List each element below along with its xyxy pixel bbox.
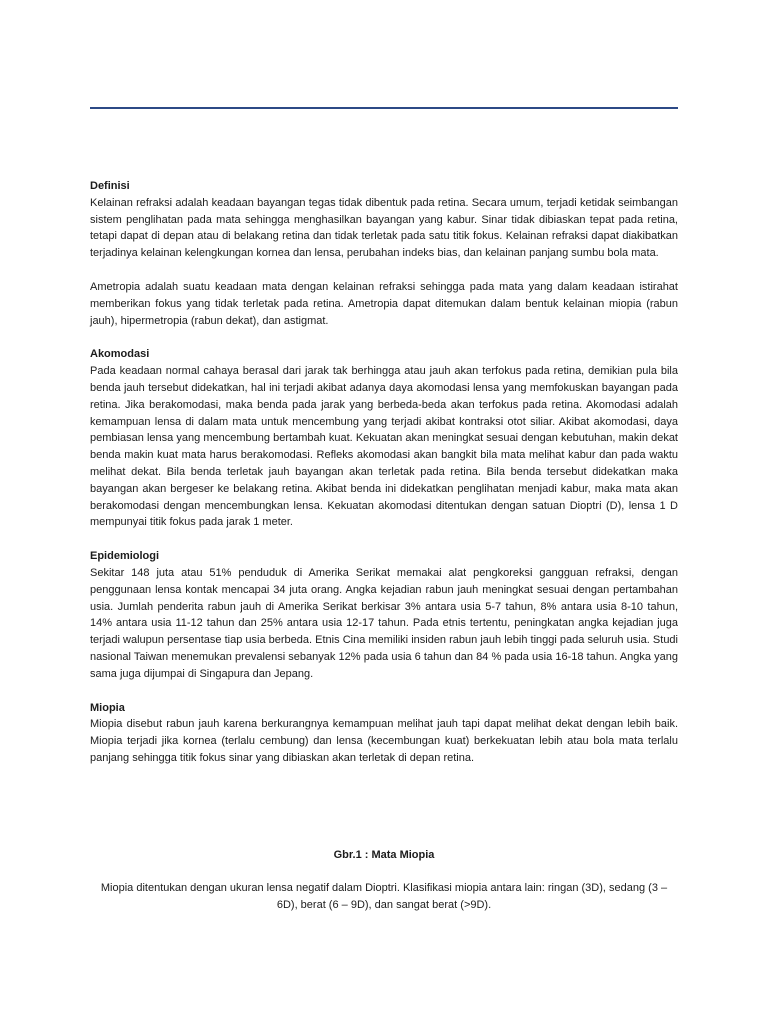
paragraph-definisi-2: Ametropia adalah suatu keadaan mata dengan kelainan refraksi sehingga pada mata yang dalam keadaan istirahat memberikan fokus yang tidak terletak pada retina. Ametropia dapat ditemukan dalam bentuk kelainan miopia (rabun jauh), hipermetropia (rabun dekat), dan astigmat. [90, 280, 678, 327]
header-rule [90, 107, 678, 109]
figure-caption: Gbr.1 : Mata Miopia [333, 849, 435, 861]
heading-miopia: Miopia [90, 701, 125, 714]
heading-akomodasi: Akomodasi [90, 348, 150, 361]
paragraph-epidemiologi: Sekitar 148 juta atau 51% penduduk di Amerika Serikat memakai alat pengkoreksi gangguan refraksi, dengan penggunaan lensa kontak mencapai 34 juta orang. Angka kejadian rabun jauh meningkat sesuai dengan pertambahan usia. Jumlah penderita rabun jauh di Amerika Serikat berkisar 3% antara usia 5-7 tahun, 8% antara usia 8-10 tahun, 14% antara usia 11-12 tahun dan 25% antara usia 12-17 tahun. Pada etnis tertentu, peningkatan angka kejadian juga terjadi walupun persentase tiap usia berbeda. Etnis Cina memiliki insiden rabun jauh lebih tinggi pada seluruh usia. Studi nasional Taiwan menemukan prevalensi sebanyak 12% pada usia 6 tahun dan 84 % pada usia 16-18 tahun. Angka yang sama juga dijumpai di Singapura dan Jepang. [90, 566, 678, 680]
heading-epidemiologi: Epidemiologi [90, 550, 160, 563]
paragraph-akomodasi: Pada keadaan normal cahaya berasal dari jarak tak berhingga atau jauh akan terfokus pada retina, demikian pula bila benda jauh tersebut didekatkan, hal ini terjadi akibat adanya daya akomodasi lensa yang memfokuskan bayangan pada retina. Jika berakomodasi, maka benda pada jarak yang berbeda-beda akan terfokus pada retina. Akomodasi adalah kemampuan lensa di dalam mata untuk mencembung yang terjadi akibat kontraksi otot siliar. Akibat akomodasi, daya pembiasan lensa yang mencembung bertambah kuat. Kekuatan akan meningkat sesuai dengan kebutuhan, makin dekat benda makin kuat mata harus berakomodasi. Refleks akomodasi akan bangkit bila mata melihat kabur dan pada waktu melihat dekat. Bila benda terletak jauh bayangan akan terletak pada retina. Bila benda tersebut didekatkan maka bayangan akan bergeser ke belakang retina. Akibat benda ini didekatkan penglihatan menjadi kabur, maka mata akan berakomodasi dengan mencembungkan lensa. Kekuatan akomodasi ditentukan dengan satuan Dioptri (D), lensa 1 D mempunyai titik fokus pada jarak 1 meter. [90, 365, 678, 529]
paragraph-miopia: Miopia disebut rabun jauh karena berkurangnya kemampuan melihat jauh tapi dapat melihat dekat dengan lebih baik. Miopia terjadi jika kornea (terlalu cembung) dan lensa (kecembungan kuat) berkekuatan lebih atau bola mata terlalu panjang sehingga titik fokus sinar yang dibiaskan akan terletak di depan retina. [90, 718, 678, 764]
figure-note: Miopia ditentukan dengan ukuran lensa negatif dalam Dioptri. Klasifikasi miopia antara lain: ringan (3D), sedang (3 – 6D), berat (6 – 9D), dan sangat berat (>9D). [100, 882, 668, 911]
paragraph-definisi-1: Kelainan refraksi adalah keadaan bayangan tegas tidak dibentuk pada retina. Secara umum, terjadi ketidak seimbangan sistem penglihatan pada mata sehingga menghasilkan bayangan yang kabur. Sinar tidak dibiaskan tepat pada retina, tetapi dapat di depan atau di belakang retina dan tidak terletak pada satu titik fokus. Kelainan refraksi dapat diakibatkan terjadinya kelainan kelengkungan kornea dan lensa, perubahan indeks bias, dan kelainan panjang sumbu bola mata. [90, 196, 678, 260]
heading-definisi: Definisi [90, 180, 130, 192]
document-body [90, 178, 678, 767]
